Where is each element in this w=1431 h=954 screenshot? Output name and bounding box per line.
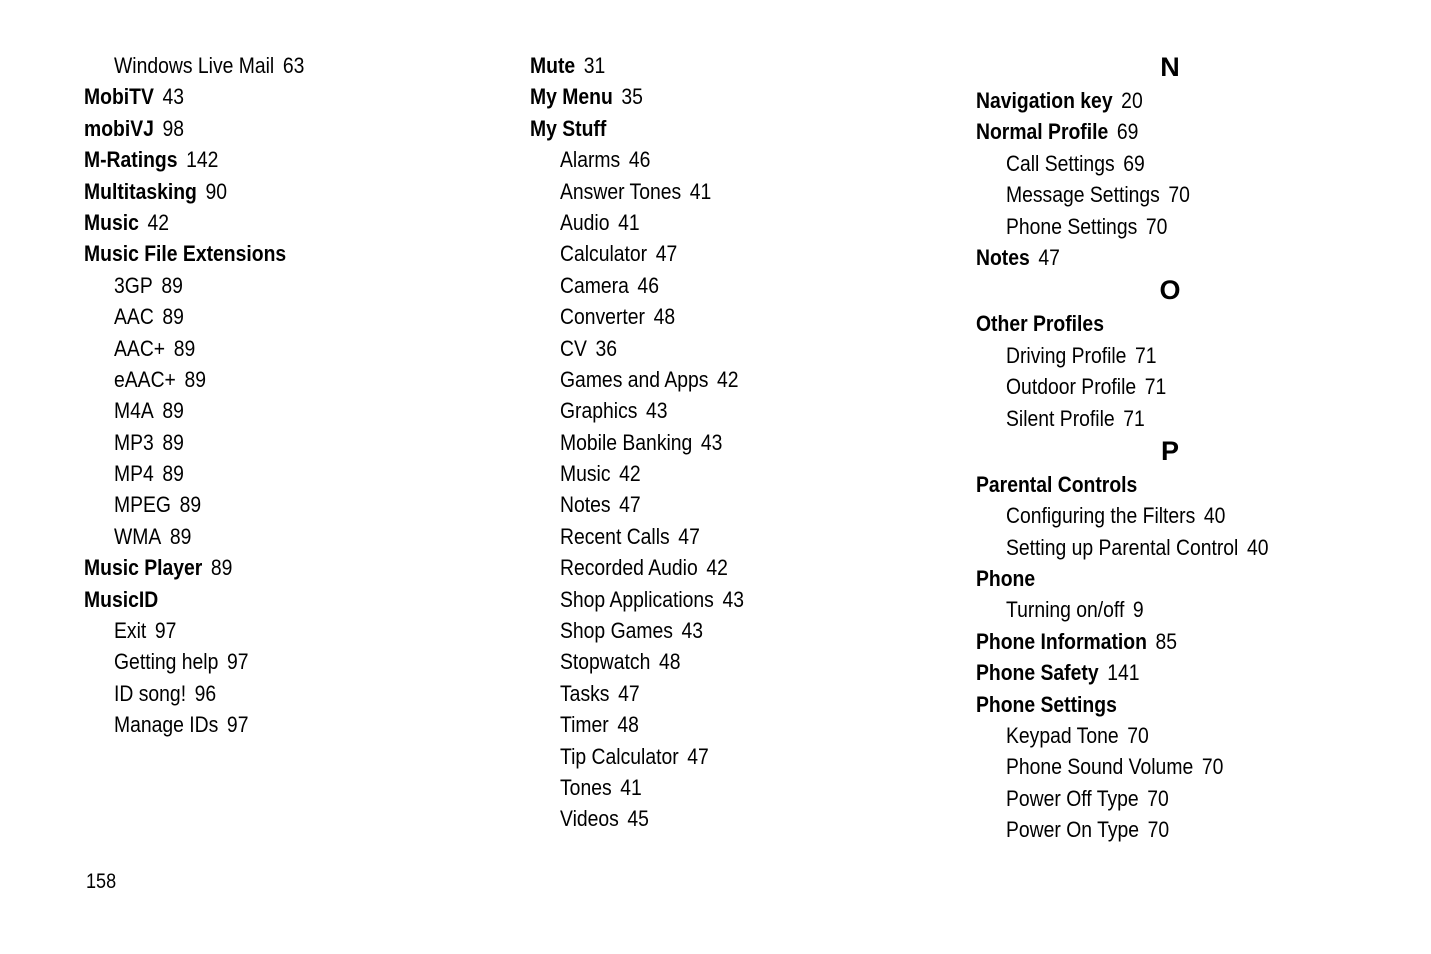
index-term: Outdoor Profile [1006,374,1137,400]
index-page-ref: 31 [583,53,606,78]
index-term: Phone Sound Volume [1006,754,1194,780]
index-subentry [84,50,428,81]
index-entry [976,308,1337,339]
index-subentry [530,364,874,395]
index-term: Calculator [560,241,648,267]
index-entry [84,238,428,269]
index-page-ref: 71 [1123,405,1145,431]
index-subentry [976,371,1337,402]
index-entry [976,626,1337,657]
index-subentry [530,489,874,520]
index-page-ref: 89 [162,304,184,330]
index-subentry [976,500,1337,531]
index-term: Recorded Audio [560,555,698,581]
section-letter: O [1159,275,1181,306]
index-entry [976,116,1337,147]
section-letter: N [1160,52,1180,82]
index-page-ref: 90 [205,178,228,204]
index-term: Keypad Tone [1006,723,1119,749]
index-term: Call Settings [1006,150,1115,176]
index-term: Setting up Parental Control [1006,534,1239,560]
index-term: Music Player [84,555,203,581]
index-page-ref: 42 [147,209,169,235]
index-page-ref: 9 [1132,597,1144,623]
index-subentry [530,458,874,489]
index-term: M4A [114,398,154,424]
index-subentry [976,179,1337,210]
index-term: Phone Safety [976,660,1099,686]
index-subentry [530,741,874,772]
index-term: Exit [114,618,147,644]
index-subentry [84,458,428,489]
index-subentry [530,709,874,740]
index-entry [84,113,428,144]
index-term: eAAC+ [114,366,176,392]
index-term: Multitasking [84,178,197,204]
index-term: Answer Tones [560,178,682,204]
index-term: MobiTV [84,84,154,110]
index-term: Phone Settings [976,691,1117,717]
index-entry [84,81,428,112]
index-page-ref: 35 [621,84,643,110]
index-subentry [530,646,874,677]
index-term: Message Settings [1006,182,1160,208]
index-entry [530,81,874,112]
index-subentry [530,552,874,583]
index-subentry [84,521,428,552]
index-term: Mobile Banking [560,429,693,455]
index-term: AAC+ [114,335,166,361]
index-term: Tip Calculator [560,743,679,769]
index-page-ref: 89 [173,335,196,361]
index-term: Notes [976,244,1030,270]
index-subentry [530,521,874,552]
index-page-ref: 98 [162,115,185,141]
index-subentry [84,301,428,332]
index-page-ref: 47 [678,523,700,549]
section-letter: P [1160,435,1179,466]
index-page-ref: 40 [1246,534,1269,560]
index-term: Tones [560,774,612,800]
index-term: MP3 [114,429,154,455]
index-term: ID song! [114,680,187,706]
index-subentry [976,532,1337,563]
index-term: Manage IDs [114,712,219,738]
index-page-ref: 69 [1123,150,1145,176]
index-subentry [530,176,874,207]
index-subentry [976,211,1337,242]
index-page-ref: 48 [653,304,676,330]
index-page-ref: 70 [1145,213,1168,239]
index-subentry [530,584,874,615]
index-term: Stopwatch [560,649,651,675]
index-page-ref: 48 [617,712,639,738]
index-subentry [84,646,428,677]
index-term: CV [560,335,587,361]
index-term: Shop Applications [560,586,714,612]
index-term: MP4 [114,461,154,487]
index-column-1 [84,50,484,741]
index-page-ref: 96 [194,680,217,706]
index-column-2 [530,50,930,835]
index-term: Power On Type [1006,817,1140,843]
index-term: Phone Information [976,628,1147,654]
index-term: WMA [114,523,162,549]
index-term: Navigation key [976,88,1113,113]
index-term: Driving Profile [1006,342,1127,368]
index-subentry [530,803,874,834]
index-page-ref: 46 [628,147,651,173]
index-page-ref: 70 [1127,723,1149,749]
index-page-ref: 89 [162,461,184,487]
index-subentry [976,594,1337,625]
index-subentry [976,751,1337,782]
index-term: Turning on/off [1006,597,1125,623]
index-page-ref: 43 [722,586,744,612]
index-entry [84,176,428,207]
index-page-ref: 89 [162,429,184,455]
index-page-ref: 20 [1121,88,1143,113]
index-page-ref: 89 [169,523,192,549]
index-page-ref: 85 [1155,628,1178,654]
index-term: Phone [976,566,1036,592]
index-subentry [84,364,428,395]
index-entry [976,657,1337,688]
index-term: Alarms [560,147,621,173]
index-page-ref: 43 [681,618,704,644]
index-page-ref: 63 [282,53,305,78]
index-subentry [530,270,874,301]
index-term: Normal Profile [976,119,1109,145]
index-page-ref: 89 [161,272,183,298]
index-term: Videos [560,806,619,832]
index-page-ref: 47 [619,492,641,518]
index-term: MPEG [114,492,171,518]
index-entry [976,563,1337,594]
index-page-ref: 47 [655,241,678,267]
index-entry [84,207,428,238]
index-page-ref: 42 [706,555,728,581]
index-page-ref: 46 [637,272,659,298]
index-term: Getting help [114,649,219,675]
index-page-ref: 41 [689,178,712,204]
index-term: Configuring the Filters [1006,503,1196,529]
index-page-ref: 70 [1201,754,1224,780]
index-page-ref: 41 [620,774,642,800]
index-term: Tasks [560,680,610,706]
index-entry [976,242,1337,273]
index-entry [976,85,1337,116]
index-page-ref: 47 [618,680,640,706]
index-term: Music File Extensions [84,241,287,267]
index-page-ref: 142 [186,147,219,173]
index-entry [530,50,874,81]
index-page-ref: 97 [226,649,249,675]
page-number: 158 [86,870,117,893]
index-term: Camera [560,272,629,298]
index-page-ref: 89 [179,492,202,518]
index-term: Mute [530,53,576,78]
index-page-ref: 43 [162,84,184,110]
index-term: MusicID [84,586,159,612]
index-term: Converter [560,304,645,330]
index-page-ref: 41 [618,209,640,235]
index-term: My Menu [530,84,613,110]
index-term: My Stuff [530,115,607,141]
index-term: 3GP [114,272,153,298]
index-term: M-Ratings [84,147,178,173]
index-subentry [530,144,874,175]
index-term: Silent Profile [1006,405,1115,431]
index-subentry [84,709,428,740]
index-page-ref: 40 [1203,503,1226,529]
index-page-ref: 97 [226,712,249,738]
index-subentry [84,489,428,520]
index-entry [976,469,1337,500]
index-page-ref: 70 [1147,817,1170,843]
index-term: AAC [114,304,154,330]
index-term: Graphics [560,398,638,424]
index-term: Music [560,461,611,487]
index-subentry [530,395,874,426]
index-page-ref: 47 [687,743,709,769]
index-page-ref: 71 [1135,342,1157,368]
index-term: Windows Live Mail [114,53,275,78]
index-term: Recent Calls [560,523,670,549]
index-page-ref: 45 [627,806,649,832]
index-term: mobiVJ [84,115,154,141]
index-subentry [84,678,428,709]
index-term: Shop Games [560,618,673,644]
index-subentry [530,772,874,803]
index-term: Music [84,209,139,235]
index-page-ref: 42 [619,461,641,487]
index-subentry [976,783,1337,814]
index-subentry [530,427,874,458]
index-page-ref: 89 [184,366,206,392]
index-page-ref: 42 [717,366,739,392]
index-subentry [530,615,874,646]
index-page-ref: 43 [646,398,668,424]
index-subentry [530,333,874,364]
index-page-ref: 70 [1168,182,1190,208]
index-subentry [530,207,874,238]
index-page-ref: 89 [210,555,233,581]
index-page-ref: 48 [658,649,681,675]
index-page-ref: 47 [1038,244,1060,270]
index-term: Phone Settings [1006,213,1138,239]
index-subentry [530,238,874,269]
index-page-ref: 71 [1144,374,1167,400]
index-entry [530,113,874,144]
index-term: Parental Controls [976,471,1138,497]
index-term: Other Profiles [976,311,1104,337]
index-entry [84,144,428,175]
index-subentry [530,301,874,332]
index-page-ref: 36 [595,335,618,361]
index-entry [84,584,428,615]
index-page-ref: 70 [1147,785,1169,811]
index-entry [976,689,1337,720]
index-subentry [84,395,428,426]
index-subentry [976,148,1337,179]
index-subentry [84,270,428,301]
index-term: Notes [560,492,611,518]
index-term: Audio [560,209,610,235]
index-page-ref: 141 [1107,660,1140,686]
index-term: Timer [560,712,609,738]
index-column-3 [976,50,1396,846]
index-page-ref: 43 [700,429,723,455]
index-subentry [976,340,1337,371]
index-subentry [530,678,874,709]
index-subentry [976,814,1337,845]
index-subentry [976,720,1337,751]
index-page-ref: 97 [154,618,177,644]
index-subentry [84,333,428,364]
index-page-ref: 69 [1116,119,1139,145]
index-subentry [84,427,428,458]
index-term: Power Off Type [1006,785,1139,811]
index-term: Games and Apps [560,366,709,392]
index-subentry [84,615,428,646]
index-entry [84,552,428,583]
index-page-ref: 89 [162,398,184,424]
index-subentry [976,403,1337,434]
